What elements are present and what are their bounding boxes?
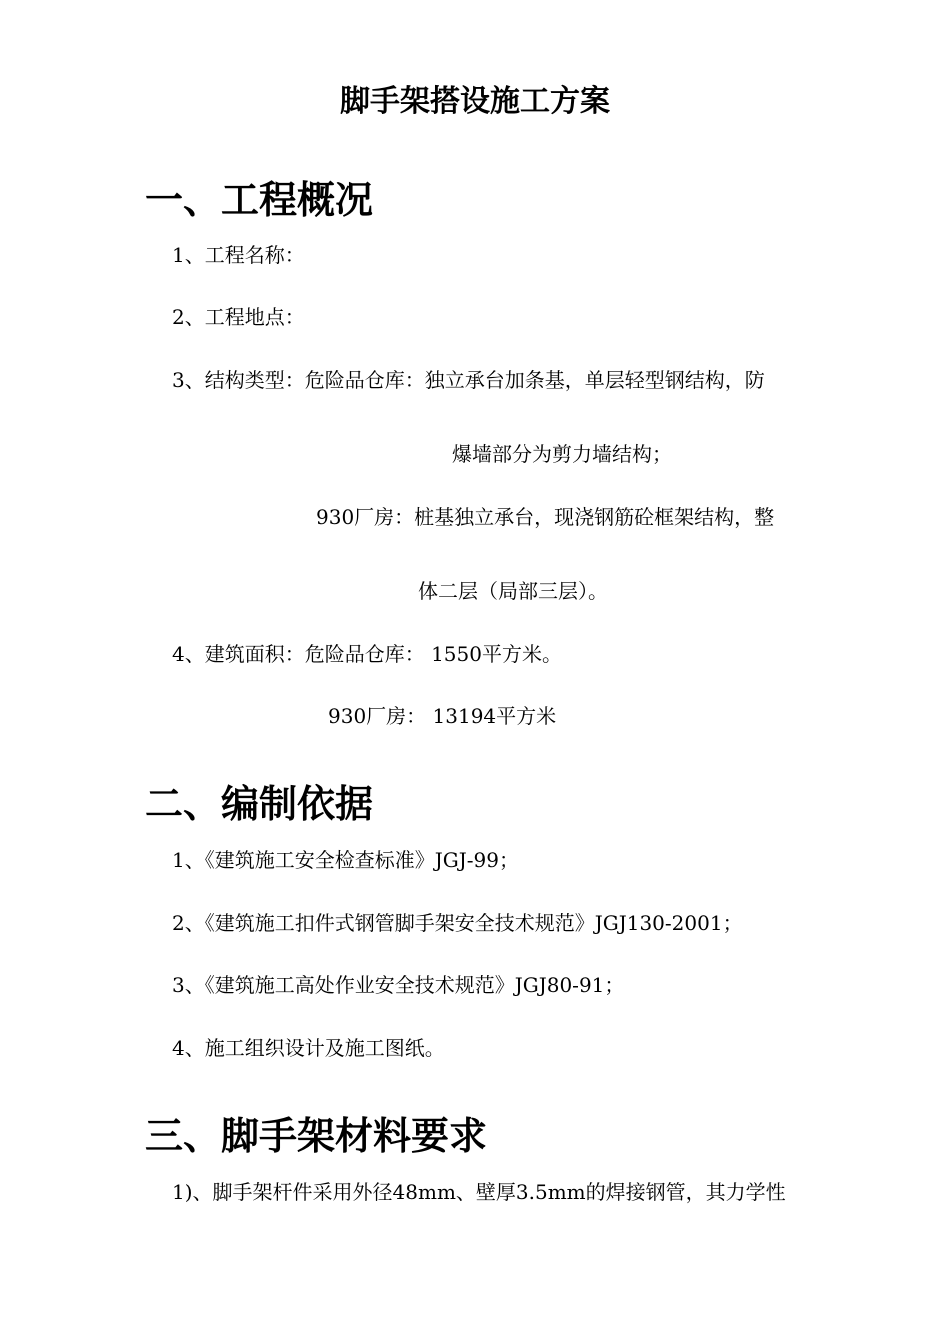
overview-item-project-name: 1、工程名称： (172, 243, 305, 267)
section-heading-materials: 三、脚手架材料要求 (145, 1113, 488, 1158)
overview-item-building-area: 4、建筑面积：危险品仓库： 1550平方米。 (172, 642, 562, 666)
basis-item-1: 1、《建筑施工安全检查标准》JGJ-99； (172, 848, 519, 872)
overview-item-structure-type-cont: 爆墙部分为剪力墙结构； (452, 442, 672, 466)
materials-item-1: 1)、脚手架杆件采用外径48mm、壁厚3.5mm的焊接钢管，其力学性 (172, 1180, 786, 1204)
section-heading-basis: 二、编制依据 (145, 781, 374, 826)
basis-item-4: 4、施工组织设计及施工图纸。 (172, 1036, 445, 1060)
overview-item-structure-930-cont: 体二层（局部三层）。 (418, 579, 608, 603)
overview-item-project-location: 2、工程地点： (172, 305, 305, 329)
overview-item-structure-930: 930厂房：桩基独立承台，现浇钢筋砼框架结构，整 (316, 505, 775, 529)
basis-item-3: 3、《建筑施工高处作业安全技术规范》JGJ80-91； (172, 973, 625, 997)
overview-item-structure-type: 3、结构类型：危险品仓库：独立承台加条基，单层轻型钢结构，防 (172, 368, 765, 392)
basis-item-2: 2、《建筑施工扣件式钢管脚手架安全技术规范》JGJ130-2001； (172, 911, 743, 935)
overview-item-building-area-930: 930厂房： 13194平方米 (328, 704, 557, 728)
document-title: 脚手架搭设施工方案 (340, 84, 610, 119)
section-heading-overview: 一、工程概况 (145, 177, 374, 222)
